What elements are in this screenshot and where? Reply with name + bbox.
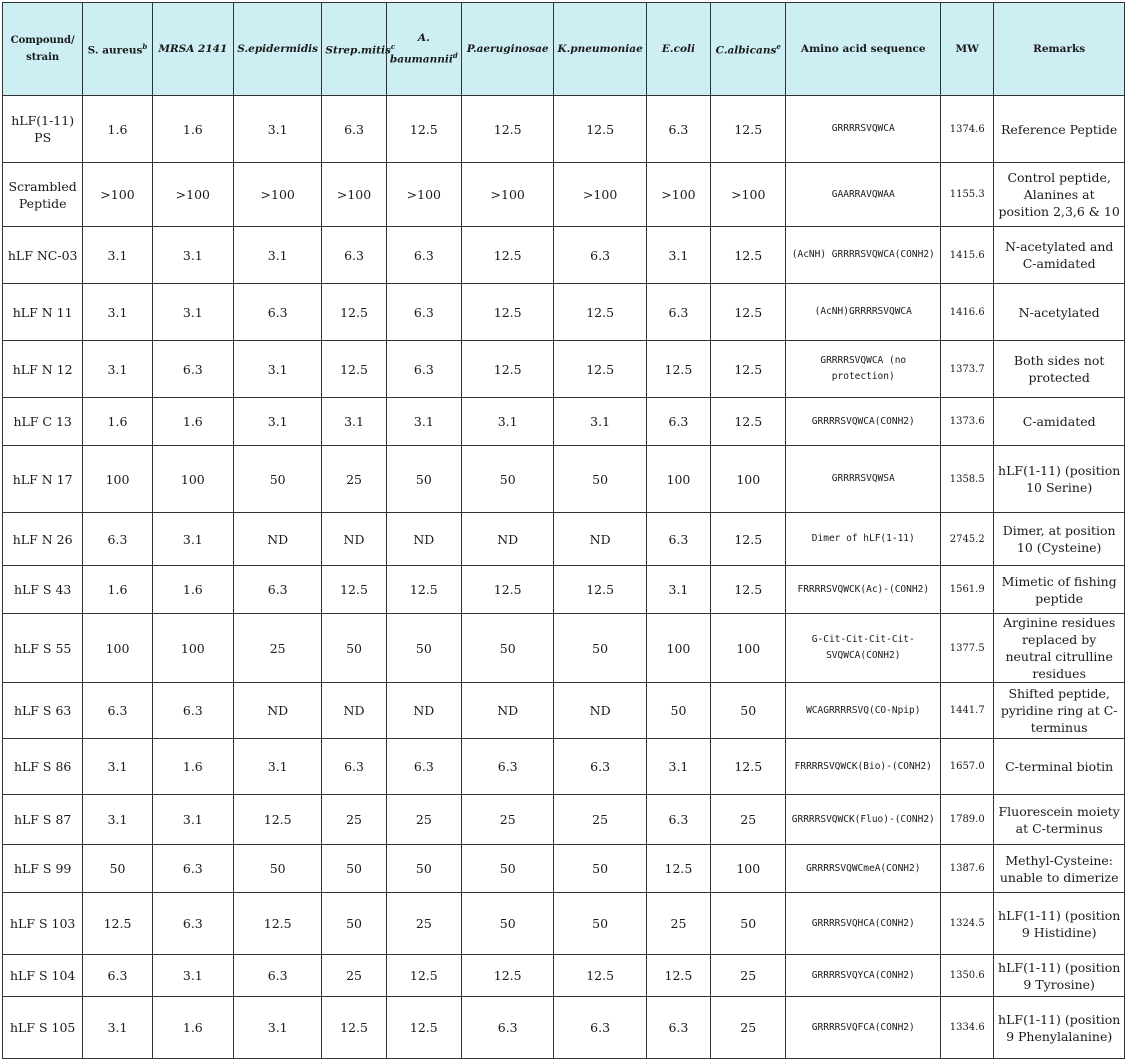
- mic-value-cell: 12.5: [554, 341, 646, 398]
- mic-value-cell: 6.3: [646, 997, 710, 1059]
- mic-value-cell: 100: [152, 614, 233, 683]
- mic-value-cell: 3.1: [234, 739, 322, 795]
- mic-value-cell: ND: [386, 513, 461, 566]
- mic-value-cell: 50: [554, 893, 646, 955]
- mic-value-cell: 6.3: [234, 955, 322, 997]
- header-label: C.albicans: [715, 44, 777, 57]
- mic-value-cell: >100: [646, 163, 710, 227]
- mic-value-cell: 50: [322, 893, 386, 955]
- mic-value-cell: 100: [711, 614, 786, 683]
- mic-value-cell: 25: [322, 795, 386, 845]
- mic-value-cell: 50: [554, 446, 646, 513]
- sequence-cell: G-Cit-Cit-Cit-Cit-SVQWCA(CONH2): [786, 614, 941, 683]
- mic-value-cell: 3.1: [234, 341, 322, 398]
- remarks-cell: Reference Peptide: [994, 96, 1125, 163]
- mic-value-cell: ND: [322, 513, 386, 566]
- mic-value-cell: 3.1: [152, 955, 233, 997]
- header-label: Strep.mitis: [325, 44, 391, 57]
- mic-value-cell: 12.5: [322, 284, 386, 341]
- mic-value-cell: 50: [386, 446, 461, 513]
- header-remarks: [994, 3, 1125, 96]
- mw-cell: 1350.6: [941, 955, 994, 997]
- table-row: [3, 227, 1125, 284]
- mic-value-cell: 50: [462, 893, 554, 955]
- sequence-cell: GRRRRSVQWCK(Fluo)-(CONH2): [786, 795, 941, 845]
- remarks-cell: hLF(1-11) (position 10 Serine): [994, 446, 1125, 513]
- table-row: [3, 446, 1125, 513]
- mic-value-cell: 50: [711, 683, 786, 739]
- mic-value-cell: 6.3: [83, 955, 152, 997]
- remarks-cell: Dimer, at position 10 (Cysteine): [994, 513, 1125, 566]
- mic-value-cell: 3.1: [83, 341, 152, 398]
- mic-value-cell: 50: [462, 446, 554, 513]
- mic-value-cell: ND: [386, 683, 461, 739]
- mic-value-cell: ND: [462, 513, 554, 566]
- table-row: [3, 566, 1125, 614]
- compound-cell: hLF S 63: [3, 683, 83, 739]
- mic-value-cell: 3.1: [462, 398, 554, 446]
- mic-value-cell: 6.3: [646, 398, 710, 446]
- header-label: S. aureus: [87, 44, 143, 57]
- mic-value-cell: 3.1: [152, 513, 233, 566]
- table-row: [3, 513, 1125, 566]
- remarks-cell: Fluorescein moiety at C-terminus: [994, 795, 1125, 845]
- compound-cell: hLF NC-03: [3, 227, 83, 284]
- header-label: E.coli: [661, 42, 695, 55]
- sequence-cell: WCAGRRRRSVQ(CO-Npip): [786, 683, 941, 739]
- mic-value-cell: 12.5: [646, 955, 710, 997]
- mic-value-cell: 3.1: [234, 96, 322, 163]
- compound-cell: hLF N 26: [3, 513, 83, 566]
- mic-value-cell: 50: [322, 845, 386, 893]
- mic-value-cell: 3.1: [152, 227, 233, 284]
- mic-value-cell: 100: [646, 446, 710, 513]
- header-s-aureus: [83, 3, 152, 96]
- mic-value-cell: 6.3: [646, 284, 710, 341]
- remarks-cell: Shifted peptide, pyridine ring at C-terminus: [994, 683, 1125, 739]
- mic-value-cell: 6.3: [322, 96, 386, 163]
- header-label: Compound/ strain: [10, 35, 75, 63]
- mic-value-cell: 6.3: [386, 739, 461, 795]
- mic-value-cell: 1.6: [152, 566, 233, 614]
- mic-value-cell: 12.5: [386, 566, 461, 614]
- mic-value-cell: ND: [554, 683, 646, 739]
- mic-value-cell: >100: [83, 163, 152, 227]
- mic-value-cell: 12.5: [462, 284, 554, 341]
- mic-value-cell: 50: [462, 845, 554, 893]
- mic-value-cell: 12.5: [711, 566, 786, 614]
- header-label: MW: [955, 42, 979, 55]
- header-e-coli: [646, 3, 710, 96]
- mic-value-cell: 12.5: [322, 341, 386, 398]
- mw-cell: 1324.5: [941, 893, 994, 955]
- remarks-cell: Arginine residues replaced by neutral citrulline residues: [994, 614, 1125, 683]
- mic-value-cell: 3.1: [83, 227, 152, 284]
- mic-value-cell: 12.5: [711, 739, 786, 795]
- mic-value-cell: 25: [234, 614, 322, 683]
- mic-value-cell: 100: [711, 845, 786, 893]
- mic-value-cell: 50: [554, 845, 646, 893]
- mic-value-cell: 6.3: [152, 893, 233, 955]
- header-label: S.epidermidis: [237, 42, 319, 55]
- mic-value-cell: 25: [646, 893, 710, 955]
- mic-value-cell: 6.3: [322, 227, 386, 284]
- mic-value-cell: 6.3: [386, 341, 461, 398]
- mic-value-cell: 6.3: [386, 284, 461, 341]
- compound-cell: hLF S 105: [3, 997, 83, 1059]
- mw-cell: 1373.7: [941, 341, 994, 398]
- mic-value-cell: 12.5: [646, 341, 710, 398]
- sequence-cell: GRRRRSVQWCA(CONH2): [786, 398, 941, 446]
- mic-value-cell: 25: [711, 795, 786, 845]
- compound-cell: hLF N 17: [3, 446, 83, 513]
- header-label: MRSA 2141: [158, 42, 228, 55]
- header-label: A. baumannii: [389, 31, 453, 66]
- mic-value-cell: 12.5: [462, 955, 554, 997]
- header-s-epidermidis: [234, 3, 322, 96]
- mic-value-cell: 12.5: [711, 284, 786, 341]
- mic-value-cell: 50: [322, 614, 386, 683]
- mic-value-cell: 3.1: [646, 227, 710, 284]
- table-row: [3, 997, 1125, 1059]
- remarks-cell: Both sides not protected: [994, 341, 1125, 398]
- header-compound: [3, 3, 83, 96]
- table-row: [3, 683, 1125, 739]
- sequence-cell: GRRRRSVQWCA (no protection): [786, 341, 941, 398]
- remarks-cell: N-acetylated: [994, 284, 1125, 341]
- mw-cell: 1657.0: [941, 739, 994, 795]
- mic-value-cell: ND: [322, 683, 386, 739]
- mic-value-cell: 6.3: [554, 739, 646, 795]
- mic-value-cell: 50: [386, 845, 461, 893]
- mw-cell: 1334.6: [941, 997, 994, 1059]
- mw-cell: 1374.6: [941, 96, 994, 163]
- mic-value-cell: >100: [234, 163, 322, 227]
- mic-value-cell: 6.3: [554, 227, 646, 284]
- mic-value-cell: 3.1: [646, 566, 710, 614]
- header-mw: [941, 3, 994, 96]
- sequence-cell: GRRRRSVQWCA: [786, 96, 941, 163]
- mic-value-cell: 6.3: [234, 566, 322, 614]
- mic-value-cell: 1.6: [152, 739, 233, 795]
- mic-value-cell: 1.6: [83, 398, 152, 446]
- table-row: [3, 845, 1125, 893]
- remarks-cell: C-amidated: [994, 398, 1125, 446]
- compound-cell: hLF S 87: [3, 795, 83, 845]
- table-header: [3, 3, 1125, 96]
- mic-value-cell: 12.5: [386, 96, 461, 163]
- mic-value-cell: 12.5: [386, 955, 461, 997]
- mic-value-cell: >100: [386, 163, 461, 227]
- header-sequence: [786, 3, 941, 96]
- mw-cell: 1155.3: [941, 163, 994, 227]
- table-row: [3, 163, 1125, 227]
- mic-value-cell: 6.3: [83, 683, 152, 739]
- mic-value-cell: 50: [462, 614, 554, 683]
- mw-cell: 2745.2: [941, 513, 994, 566]
- mic-value-cell: 6.3: [83, 513, 152, 566]
- sequence-cell: GRRRRSVQFCA(CONH2): [786, 997, 941, 1059]
- mic-value-cell: 6.3: [152, 341, 233, 398]
- remarks-cell: N-acetylated and C-amidated: [994, 227, 1125, 284]
- mw-cell: 1387.6: [941, 845, 994, 893]
- mic-value-cell: 12.5: [554, 566, 646, 614]
- table-row: [3, 96, 1125, 163]
- mic-value-cell: 12.5: [462, 341, 554, 398]
- mic-value-cell: ND: [462, 683, 554, 739]
- mic-value-cell: 100: [83, 446, 152, 513]
- mic-value-cell: 12.5: [554, 96, 646, 163]
- remarks-cell: Control peptide, Alanines at position 2,3,6 & 10: [994, 163, 1125, 227]
- mw-cell: 1358.5: [941, 446, 994, 513]
- header-label: K.pneumoniae: [557, 42, 643, 55]
- mw-cell: 1441.7: [941, 683, 994, 739]
- mic-value-cell: 6.3: [322, 739, 386, 795]
- mic-value-cell: 100: [83, 614, 152, 683]
- mic-value-cell: 3.1: [83, 284, 152, 341]
- remarks-cell: C-terminal biotin: [994, 739, 1125, 795]
- mw-cell: 1561.9: [941, 566, 994, 614]
- compound-cell: hLF(1-11) PS: [3, 96, 83, 163]
- mic-value-cell: 3.1: [234, 997, 322, 1059]
- mic-value-cell: 50: [83, 845, 152, 893]
- compound-cell: Scrambled Peptide: [3, 163, 83, 227]
- mic-value-cell: 25: [322, 955, 386, 997]
- table-row: [3, 893, 1125, 955]
- mic-value-cell: 6.3: [646, 513, 710, 566]
- header-row: [3, 3, 1125, 96]
- header-p-aeruginosae: [462, 3, 554, 96]
- compound-cell: hLF S 86: [3, 739, 83, 795]
- mic-value-cell: 25: [386, 893, 461, 955]
- compound-cell: hLF S 55: [3, 614, 83, 683]
- table-row: [3, 398, 1125, 446]
- mic-value-cell: 3.1: [83, 795, 152, 845]
- mic-value-cell: 25: [322, 446, 386, 513]
- mic-value-cell: 50: [646, 683, 710, 739]
- mic-value-cell: 1.6: [152, 96, 233, 163]
- mic-value-cell: 12.5: [554, 955, 646, 997]
- mic-table: [2, 2, 1125, 1059]
- header-label: Remarks: [1033, 42, 1086, 55]
- header-label: Amino acid sequence: [800, 42, 926, 55]
- footnote-marker: b: [142, 42, 148, 52]
- mic-value-cell: 12.5: [322, 566, 386, 614]
- compound-cell: hLF S 43: [3, 566, 83, 614]
- remarks-cell: Methyl-Cysteine: unable to dimerize: [994, 845, 1125, 893]
- compound-cell: hLF N 12: [3, 341, 83, 398]
- header-a-baumannii: [386, 3, 461, 96]
- mic-value-cell: 12.5: [234, 795, 322, 845]
- compound-cell: hLF C 13: [3, 398, 83, 446]
- remarks-cell: hLF(1-11) (position 9 Histidine): [994, 893, 1125, 955]
- mic-value-cell: >100: [711, 163, 786, 227]
- mic-value-cell: 12.5: [711, 96, 786, 163]
- sequence-cell: GRRRRSVQWSA: [786, 446, 941, 513]
- sequence-cell: GRRRRSVQYCA(CONH2): [786, 955, 941, 997]
- table-row: [3, 614, 1125, 683]
- header-c-albicans: [711, 3, 786, 96]
- mic-value-cell: 100: [711, 446, 786, 513]
- mic-value-cell: 3.1: [646, 739, 710, 795]
- mic-value-cell: 6.3: [152, 845, 233, 893]
- mic-value-cell: >100: [554, 163, 646, 227]
- header-k-pneumoniae: [554, 3, 646, 96]
- mw-cell: 1416.6: [941, 284, 994, 341]
- mic-value-cell: 6.3: [462, 997, 554, 1059]
- mic-value-cell: 6.3: [646, 795, 710, 845]
- mic-value-cell: ND: [234, 513, 322, 566]
- mic-value-cell: >100: [462, 163, 554, 227]
- mic-value-cell: >100: [152, 163, 233, 227]
- mic-value-cell: 6.3: [646, 96, 710, 163]
- table-row: [3, 795, 1125, 845]
- header-mrsa: [152, 3, 233, 96]
- mic-value-cell: 1.6: [152, 997, 233, 1059]
- mic-value-cell: 12.5: [462, 566, 554, 614]
- sequence-cell: (AcNH) GRRRRSVQWCA(CONH2): [786, 227, 941, 284]
- remarks-cell: Mimetic of fishing peptide: [994, 566, 1125, 614]
- mic-value-cell: 6.3: [152, 683, 233, 739]
- mic-value-cell: 3.1: [554, 398, 646, 446]
- table-row: [3, 341, 1125, 398]
- table-row: [3, 284, 1125, 341]
- table-row: [3, 955, 1125, 997]
- mic-value-cell: 12.5: [83, 893, 152, 955]
- remarks-cell: hLF(1-11) (position 9 Phenylalanine): [994, 997, 1125, 1059]
- footnote-marker: d: [452, 50, 458, 60]
- header-strep-mitis: [322, 3, 391, 96]
- sequence-cell: (AcNH)GRRRRSVQWCA: [786, 284, 941, 341]
- mic-value-cell: 6.3: [462, 739, 554, 795]
- mic-value-cell: 25: [386, 795, 461, 845]
- mic-value-cell: 3.1: [322, 398, 386, 446]
- compound-cell: hLF S 103: [3, 893, 83, 955]
- mic-value-cell: 12.5: [462, 96, 554, 163]
- mic-value-cell: 12.5: [462, 227, 554, 284]
- mic-value-cell: 100: [646, 614, 710, 683]
- remarks-cell: hLF(1-11) (position 9 Tyrosine): [994, 955, 1125, 997]
- mic-value-cell: 12.5: [711, 341, 786, 398]
- mic-value-cell: ND: [554, 513, 646, 566]
- sequence-cell: Dimer of hLF(1-11): [786, 513, 941, 566]
- mic-value-cell: 3.1: [152, 795, 233, 845]
- mw-cell: 1789.0: [941, 795, 994, 845]
- mic-value-cell: 50: [554, 614, 646, 683]
- footnote-marker: e: [776, 42, 781, 52]
- mic-value-cell: 50: [386, 614, 461, 683]
- mic-value-cell: 50: [711, 893, 786, 955]
- mic-value-cell: 6.3: [554, 997, 646, 1059]
- compound-cell: hLF S 99: [3, 845, 83, 893]
- mic-value-cell: 6.3: [386, 227, 461, 284]
- mic-value-cell: 25: [711, 955, 786, 997]
- mic-value-cell: 3.1: [83, 739, 152, 795]
- mic-value-cell: 12.5: [234, 893, 322, 955]
- mic-value-cell: 12.5: [711, 398, 786, 446]
- mic-value-cell: 25: [554, 795, 646, 845]
- table-row: [3, 739, 1125, 795]
- mic-value-cell: 12.5: [711, 227, 786, 284]
- mic-value-cell: ND: [234, 683, 322, 739]
- mw-cell: 1373.6: [941, 398, 994, 446]
- mic-value-cell: 50: [234, 845, 322, 893]
- sequence-cell: FRRRRSVQWCK(Bio)-(CONH2): [786, 739, 941, 795]
- mic-value-cell: 1.6: [83, 96, 152, 163]
- table-body: [3, 96, 1125, 1059]
- mic-value-cell: 50: [234, 446, 322, 513]
- mic-value-cell: 1.6: [83, 566, 152, 614]
- mic-value-cell: 3.1: [152, 284, 233, 341]
- mic-value-cell: 6.3: [234, 284, 322, 341]
- compound-cell: hLF S 104: [3, 955, 83, 997]
- sequence-cell: FRRRRSVQWCK(Ac)-(CONH2): [786, 566, 941, 614]
- mic-value-cell: 12.5: [322, 997, 386, 1059]
- sequence-cell: GAARRAVQWAA: [786, 163, 941, 227]
- mic-value-cell: 3.1: [386, 398, 461, 446]
- mic-value-cell: 1.6: [152, 398, 233, 446]
- sequence-cell: GRRRRSVQWCmeA(CONH2): [786, 845, 941, 893]
- mic-value-cell: 12.5: [646, 845, 710, 893]
- mic-value-cell: 12.5: [386, 997, 461, 1059]
- mic-value-cell: 25: [462, 795, 554, 845]
- mw-cell: 1377.5: [941, 614, 994, 683]
- mic-value-cell: >100: [322, 163, 386, 227]
- sequence-cell: GRRRRSVQHCA(CONH2): [786, 893, 941, 955]
- mic-value-cell: 25: [711, 997, 786, 1059]
- mic-value-cell: 100: [152, 446, 233, 513]
- mic-value-cell: 3.1: [83, 997, 152, 1059]
- mic-value-cell: 12.5: [554, 284, 646, 341]
- mw-cell: 1415.6: [941, 227, 994, 284]
- mic-value-cell: 12.5: [711, 513, 786, 566]
- header-label: P.aeruginosae: [466, 42, 549, 55]
- mic-value-cell: 3.1: [234, 227, 322, 284]
- mic-value-cell: 3.1: [234, 398, 322, 446]
- compound-cell: hLF N 11: [3, 284, 83, 341]
